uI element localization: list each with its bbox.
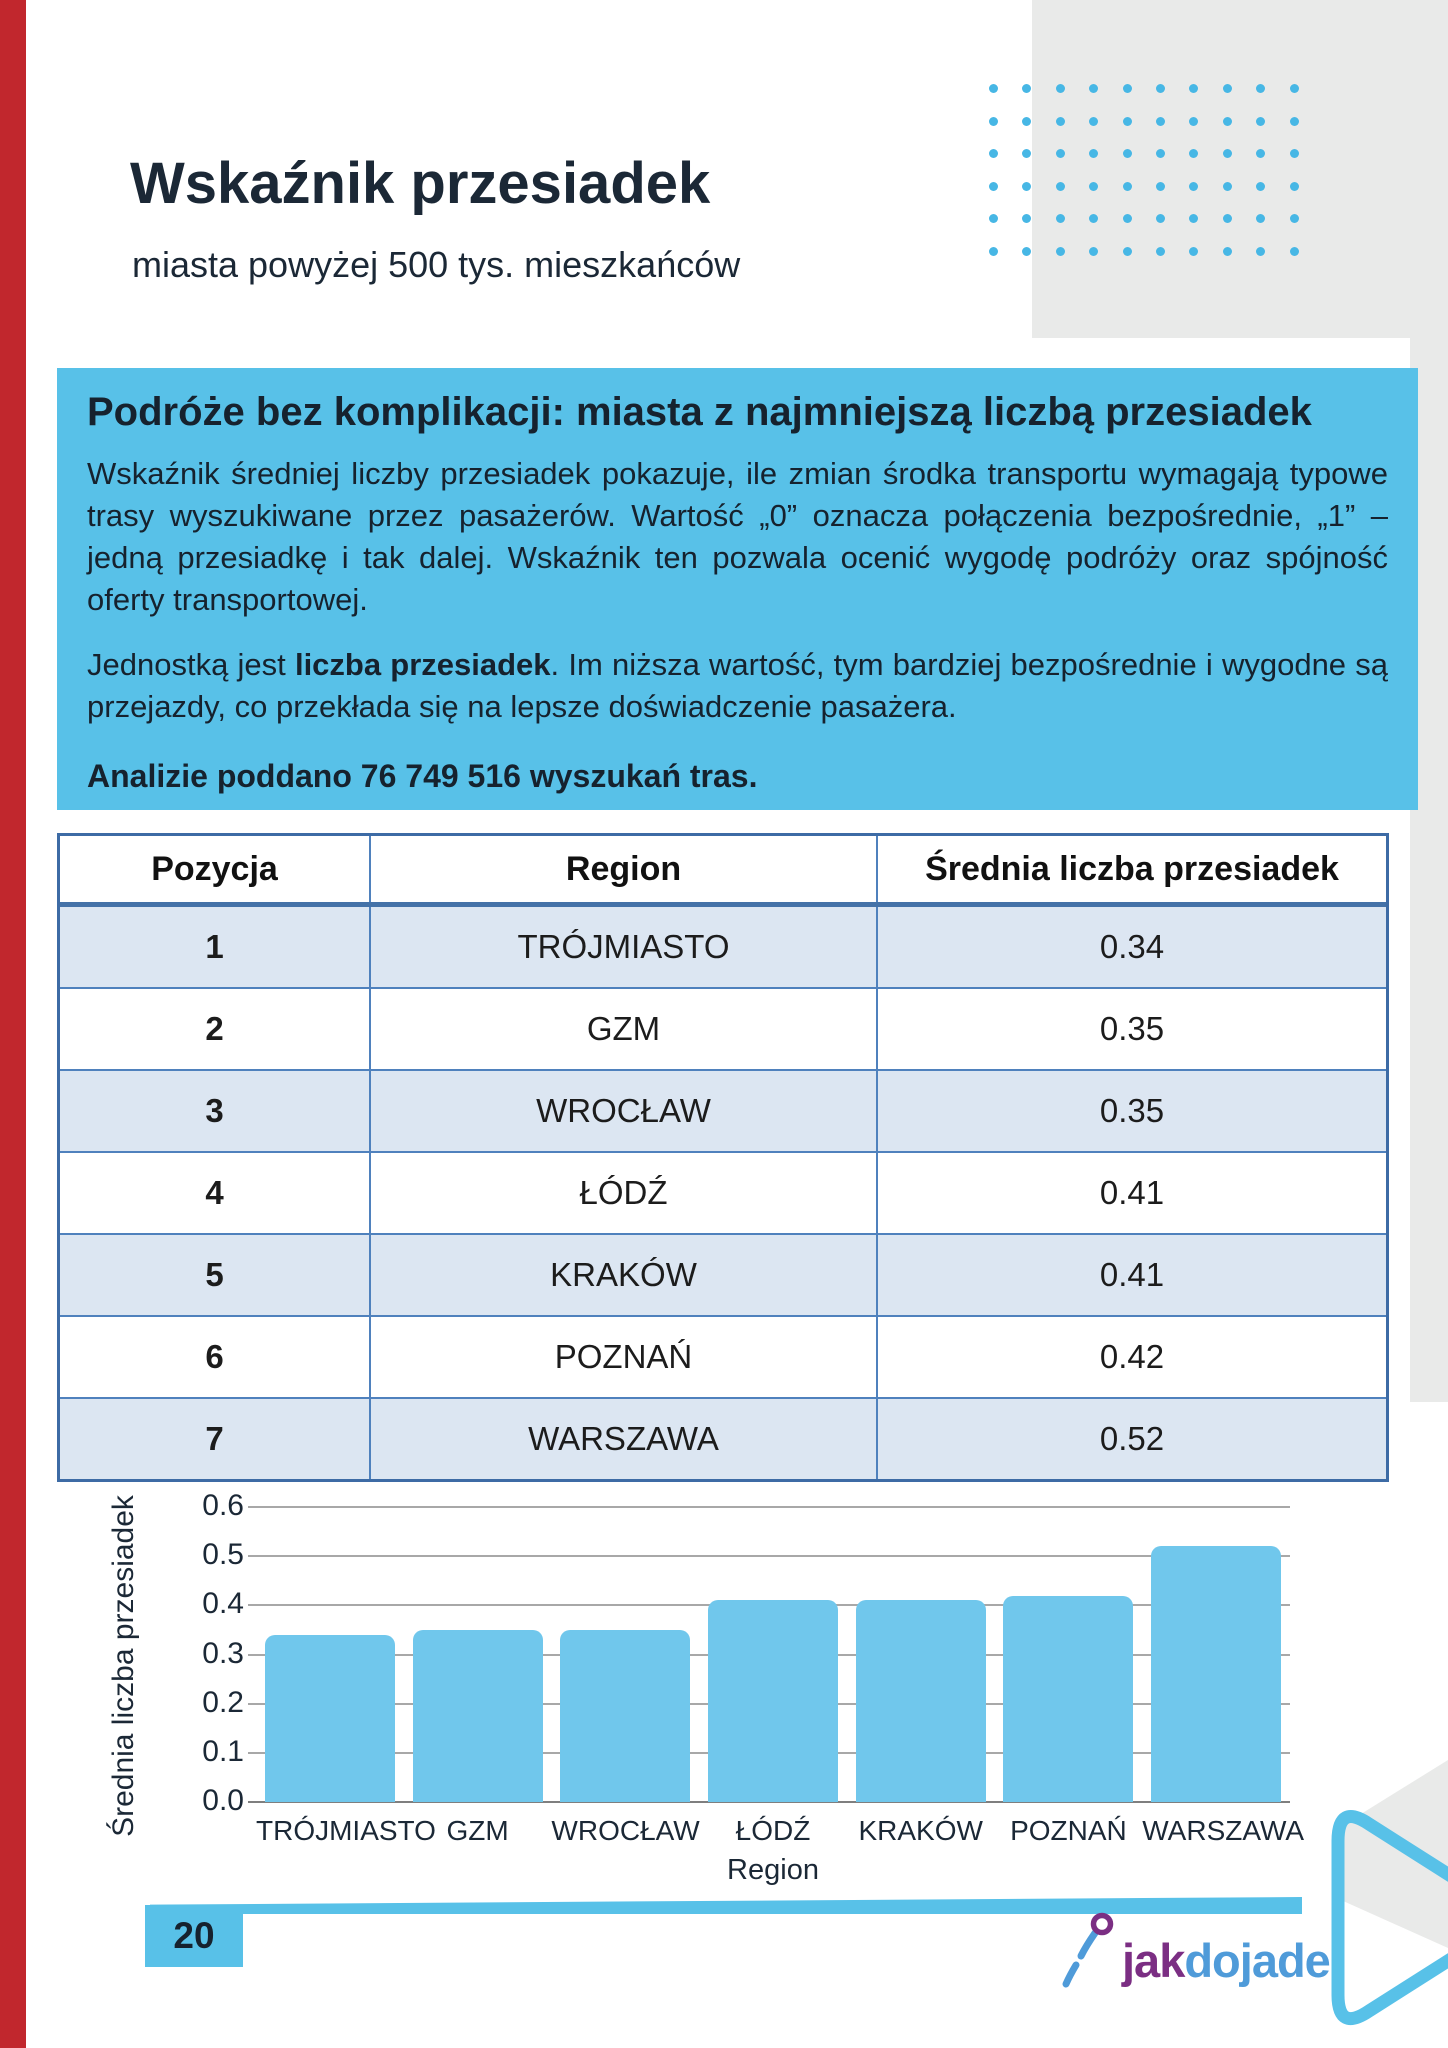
gridline	[248, 1555, 1290, 1557]
table-header-value: Średnia liczba przesiadek	[876, 836, 1386, 902]
dot	[1022, 149, 1031, 158]
dot	[1022, 214, 1031, 223]
table-row	[60, 987, 1386, 1069]
chart-y-axis-label: Średnia liczba przesiadek	[107, 1495, 141, 1837]
dot	[1156, 182, 1165, 191]
y-tick-label: 0.6	[202, 1489, 244, 1522]
x-category-label: GZM	[446, 1815, 509, 1846]
paragraph-2-suffix: . Im niższa wartość, tym bardziej bezpośrednie i wygodne są przejazdy, co przekłada się na lepsze doświadczenie pasażera.	[87, 646, 1388, 724]
y-tick-label: 0.5	[202, 1538, 244, 1572]
dot	[1223, 84, 1232, 93]
page-title: Wskaźnik przesiadek	[130, 151, 711, 216]
chart-bar	[708, 1600, 838, 1802]
table-row	[60, 1315, 1386, 1397]
info-box	[57, 368, 1418, 810]
logo-text-jak: jak	[1122, 1934, 1185, 1987]
chart-bar	[856, 1600, 986, 1802]
chevron-right-icon	[1240, 1700, 1448, 2048]
dot	[1022, 182, 1031, 191]
dot	[1189, 182, 1198, 191]
chart-bar	[1003, 1596, 1133, 1803]
x-category-label: WARSZAWA	[1142, 1815, 1305, 1846]
dot	[1223, 149, 1232, 158]
dot	[1056, 247, 1065, 256]
info-box-heading: Podróże bez komplikacji: miasta z najmniejszą liczbą przesiadek	[87, 390, 1312, 434]
y-tick-label: 0.2	[202, 1685, 244, 1719]
dot	[1290, 117, 1299, 126]
table-cell: POZNAŃ	[369, 1317, 876, 1397]
table-cell: WROCŁAW	[369, 1071, 876, 1151]
table-cell: 0.35	[876, 1071, 1386, 1151]
dot	[1089, 182, 1098, 191]
dot	[1056, 149, 1065, 158]
dot	[989, 214, 998, 223]
dot	[989, 149, 998, 158]
x-category-label: TRÓJMIASTO	[256, 1815, 436, 1846]
dot	[1256, 117, 1265, 126]
chart-bar	[413, 1630, 543, 1802]
table-cell: 5	[205, 1256, 224, 1293]
table-row	[60, 1233, 1386, 1315]
chart-bar	[560, 1630, 690, 1802]
dot	[1223, 247, 1232, 256]
y-tick-label: 0.4	[202, 1587, 244, 1621]
bar-chart-plot	[202, 1489, 1290, 1817]
dot	[1089, 84, 1098, 93]
dot	[1089, 214, 1098, 223]
dot	[1256, 84, 1265, 93]
dot	[1156, 84, 1165, 93]
dot	[1123, 214, 1132, 223]
dot	[1123, 84, 1132, 93]
dot	[1123, 117, 1132, 126]
table-cell: 7	[205, 1420, 224, 1457]
table-cell: WARSZAWA	[369, 1399, 876, 1479]
table-cell: KRAKÓW	[369, 1235, 876, 1315]
table-cell: 6	[205, 1338, 224, 1375]
table-cell: 0.41	[876, 1235, 1386, 1315]
dot	[1290, 214, 1299, 223]
dot	[1056, 214, 1065, 223]
dot	[1223, 117, 1232, 126]
logo-text-dojade: dojade	[1184, 1934, 1330, 1987]
table-header-region: Region	[369, 836, 876, 902]
dot	[989, 117, 998, 126]
dot	[1256, 182, 1265, 191]
dot	[1189, 214, 1198, 223]
dot	[1189, 247, 1198, 256]
chart-x-axis-label: Region	[727, 1854, 819, 1886]
table-cell: 1	[205, 928, 224, 965]
dot	[1123, 182, 1132, 191]
x-category-label: POZNAŃ	[1010, 1815, 1127, 1846]
dot	[1022, 84, 1031, 93]
table-row	[60, 1151, 1386, 1233]
x-category-label: KRAKÓW	[858, 1815, 983, 1846]
dot	[1290, 84, 1299, 93]
dot	[989, 84, 998, 93]
y-tick-label: 0.3	[202, 1636, 244, 1670]
dot	[1089, 117, 1098, 126]
x-category-label: WROCŁAW	[551, 1815, 700, 1846]
table-header-position: Pozycja	[151, 849, 278, 888]
info-box-paragraph-2	[87, 644, 1388, 728]
dot	[1089, 247, 1098, 256]
dot	[1056, 182, 1065, 191]
dot	[1022, 117, 1031, 126]
page-subtitle: miasta powyżej 500 tys. mieszkańców	[132, 244, 741, 285]
table-row	[60, 1397, 1386, 1479]
table-cell: 4	[205, 1174, 224, 1211]
dot	[1256, 149, 1265, 158]
dot	[1256, 247, 1265, 256]
table-cell: 0.52	[876, 1399, 1386, 1479]
dot	[1156, 149, 1165, 158]
ranking-table	[57, 833, 1389, 1482]
table-cell: 0.42	[876, 1317, 1386, 1397]
dot	[1223, 214, 1232, 223]
y-tick-label: 0.1	[202, 1734, 244, 1768]
decorative-dot-grid	[989, 84, 1339, 284]
dot	[1290, 182, 1299, 191]
dot	[1056, 117, 1065, 126]
info-box-paragraph-1: Wskaźnik średniej liczby przesiadek pokazuje, ile zmian środka transportu wymagają typowe trasy wyszukiwane przez pasażerów. Wartość „0” oznacza połączenia bezpośrednie, „1” – jedną przesiadkę i tak dalej. Wskaźnik ten pozwala ocenić wygodę podróży oraz spójność oferty transportowej.	[87, 456, 1388, 618]
table-cell: 0.34	[876, 907, 1386, 987]
dot	[1156, 214, 1165, 223]
paragraph-2-prefix: Jednostką jest	[87, 646, 295, 682]
table-cell: 2	[205, 1010, 224, 1047]
dot	[1022, 247, 1031, 256]
dot	[989, 182, 998, 191]
dot	[989, 247, 998, 256]
dot	[1156, 117, 1165, 126]
page-number-badge: 20	[145, 1905, 243, 1967]
dot	[1056, 84, 1065, 93]
dot	[1189, 149, 1198, 158]
chart-bar	[265, 1635, 395, 1802]
table-body	[60, 907, 1386, 1479]
gridline	[248, 1506, 1290, 1508]
table-cell: GZM	[369, 989, 876, 1069]
dot	[1089, 149, 1098, 158]
dot	[1290, 247, 1299, 256]
dot	[1256, 214, 1265, 223]
dot	[1156, 247, 1165, 256]
dot	[1123, 247, 1132, 256]
table-cell: 3	[205, 1092, 224, 1129]
table-cell: 0.35	[876, 989, 1386, 1069]
table-header-row	[60, 836, 1386, 907]
table-row	[60, 907, 1386, 987]
table-cell: ŁÓDŹ	[369, 1153, 876, 1233]
jakdojade-route-icon	[1056, 1908, 1116, 1993]
left-edge-accent-strip	[0, 0, 26, 2048]
dot	[1123, 149, 1132, 158]
dot	[1189, 117, 1198, 126]
dot	[1223, 182, 1232, 191]
paragraph-2-bold: liczba przesiadek	[294, 646, 551, 682]
table-cell: 0.41	[876, 1153, 1386, 1233]
y-tick-label: 0.0	[202, 1784, 244, 1817]
x-category-label: ŁÓDŹ	[735, 1815, 811, 1846]
dot	[1290, 149, 1299, 158]
dot	[1189, 84, 1198, 93]
analysis-note: Analizie poddano 76 749 516 wyszukań tras.	[87, 757, 758, 794]
table-row	[60, 1069, 1386, 1151]
table-cell: TRÓJMIASTO	[369, 907, 876, 987]
